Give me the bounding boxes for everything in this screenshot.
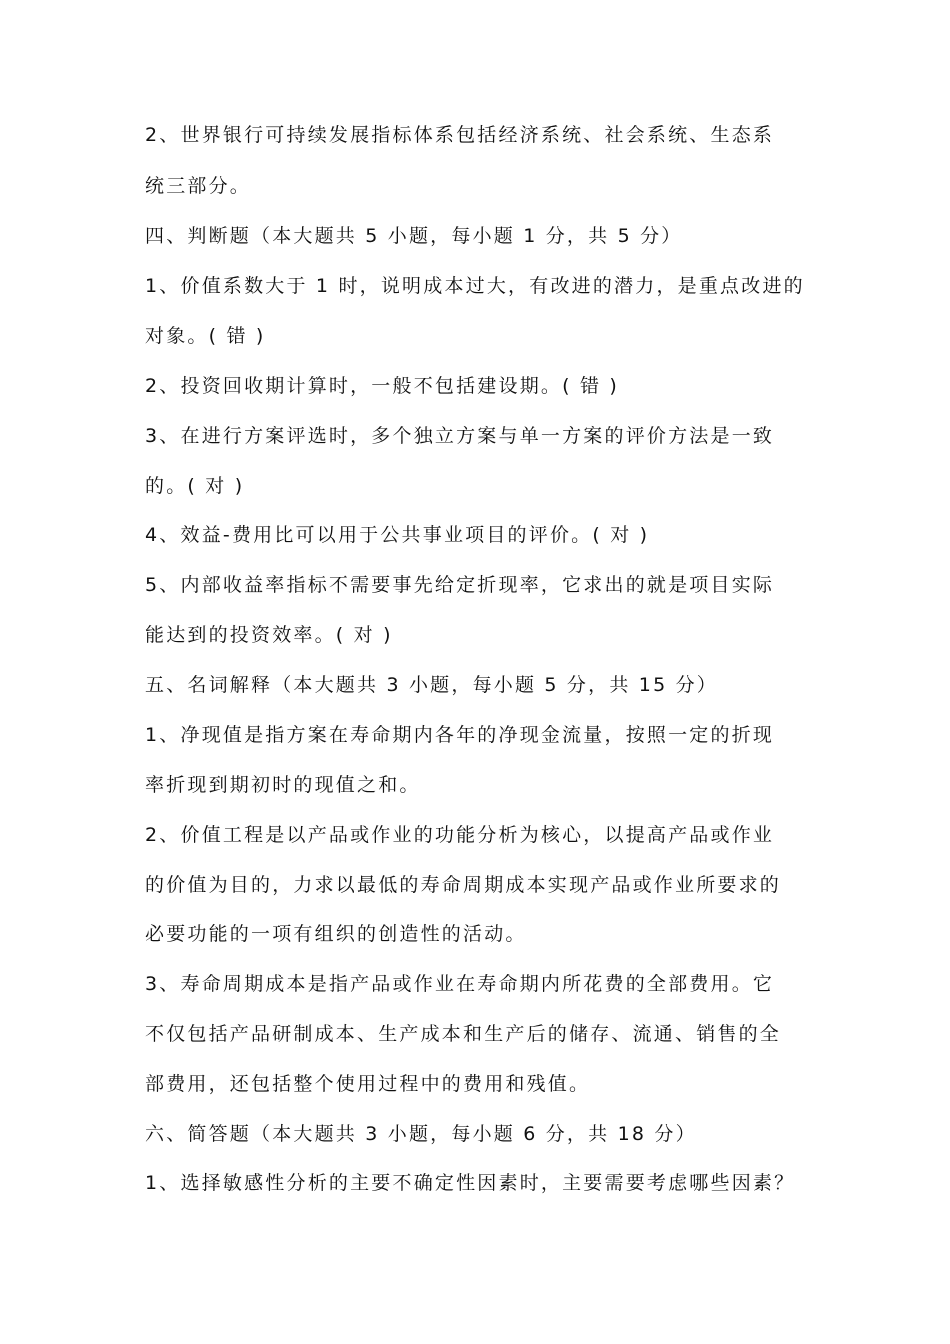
text-line: 统三部分。	[145, 175, 252, 197]
text-line: 必要功能的一项有组织的创造性的活动。	[145, 923, 527, 945]
text-line: 率折现到期初时的现值之和。	[145, 774, 421, 796]
text-line: 部费用，还包括整个使用过程中的费用和残值。	[145, 1073, 591, 1095]
text-line: 不仅包括产品研制成本、生产成本和生产后的储存、流通、销售的全	[145, 1023, 782, 1045]
text-line: 1、价值系数大于 1 时，说明成本过大，有改进的潜力，是重点改进的	[145, 275, 805, 297]
text-line: 2、世界银行可持续发展指标体系包括经济系统、社会系统、生态系	[145, 124, 775, 146]
text-line: 5、内部收益率指标不需要事先给定折现率，它求出的就是项目实际	[145, 574, 775, 596]
text-line: 对象。( 错 )	[145, 325, 266, 347]
section-heading: 六、简答题（本大题共 3 小题，每小题 6 分，共 18 分）	[145, 1123, 697, 1145]
text-line: 3、在进行方案评选时，多个独立方案与单一方案的评价方法是一致	[145, 425, 775, 447]
text-line: 能达到的投资效率。( 对 )	[145, 624, 393, 646]
section-heading: 四、判断题（本大题共 5 小题，每小题 1 分，共 5 分）	[145, 225, 683, 247]
text-line: 4、效益-费用比可以用于公共事业项目的评价。( 对 )	[145, 524, 650, 546]
text-line: 3、寿命周期成本是指产品或作业在寿命期内所花费的全部费用。它	[145, 973, 775, 995]
text-line: 的价值为目的，力求以最低的寿命周期成本实现产品或作业所要求的	[145, 874, 782, 896]
text-line: 1、净现值是指方案在寿命期内各年的净现金流量，按照一定的折现	[145, 724, 775, 746]
text-line: 1、选择敏感性分析的主要不确定性因素时，主要需要考虑哪些因素？	[145, 1172, 796, 1194]
text-line: 2、价值工程是以产品或作业的功能分析为核心，以提高产品或作业	[145, 824, 775, 846]
text-line: 2、投资回收期计算时，一般不包括建设期。( 错 )	[145, 375, 619, 397]
text-line: 的。( 对 )	[145, 475, 245, 497]
section-heading: 五、名词解释（本大题共 3 小题，每小题 5 分，共 15 分）	[145, 674, 718, 696]
